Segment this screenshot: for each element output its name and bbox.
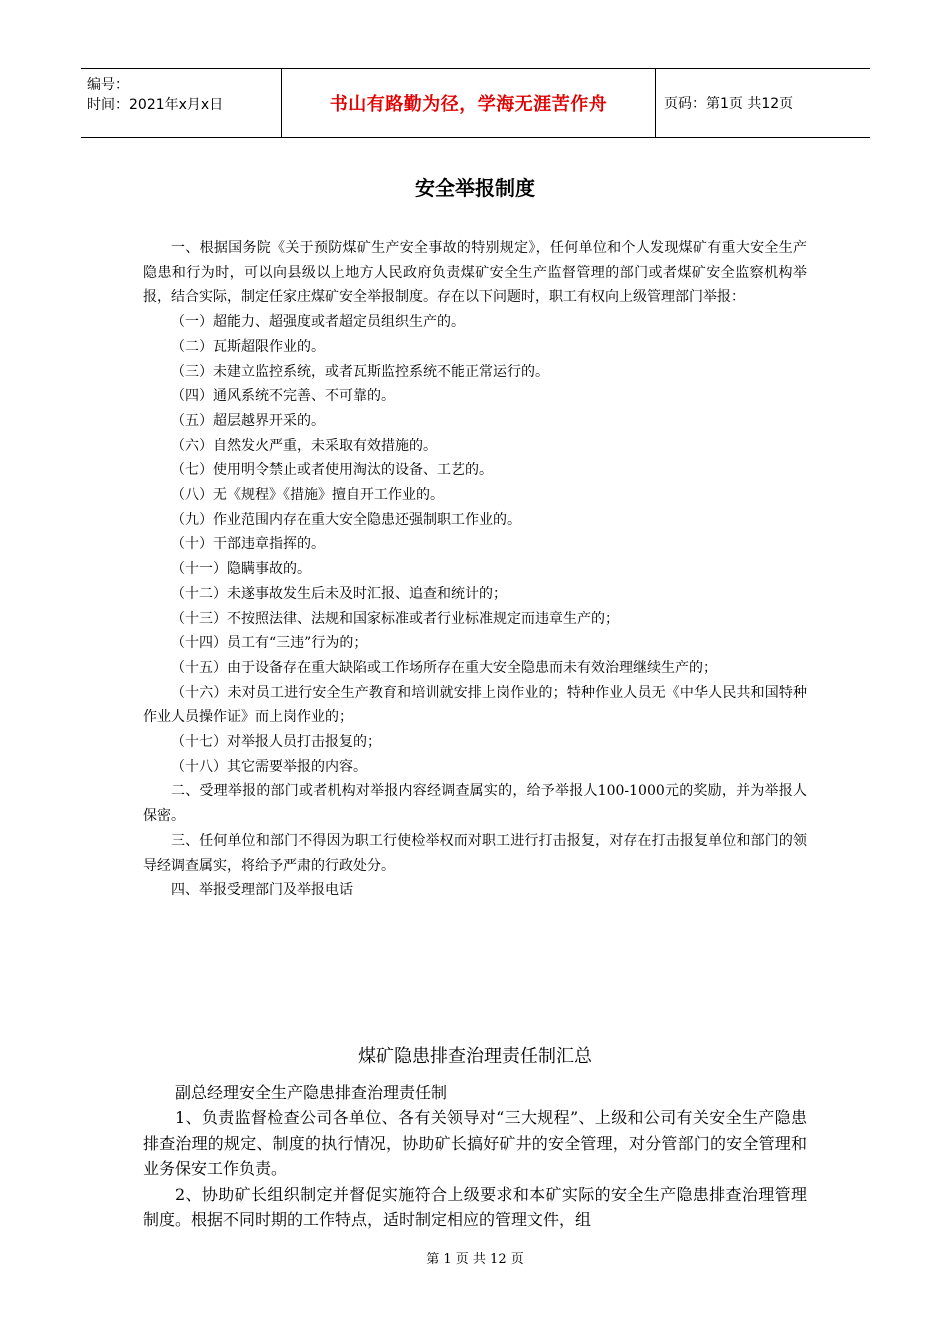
list-item: （三）未建立监控系统，或者瓦斯监控系统不能正常运行的。 bbox=[171, 363, 549, 380]
list-item: （十五）由于设备存在重大缺陷或工作场所存在重大安全隐患而未有效治理继续生产的； bbox=[171, 659, 717, 676]
list-item: （十三）不按照法律、法规和国家标准或者行业标准规定而违章生产的； bbox=[171, 610, 619, 627]
list-item: （二）瓦斯超限作业的。 bbox=[171, 338, 325, 355]
list-item: （十一）隐瞒事故的。 bbox=[171, 561, 311, 578]
section1-intro: 一、根据国务院《关于预防煤矿生产安全事故的特别规定》，任何单位和个人发现煤矿有重大安全生产隐患和行为时，可以向县级以上地方人民政府负责煤矿安全生产监督管理的部门或者煤矿安全监察机构举报，结合实际，制定任家庄煤矿安全举报制度。存在以下问题时，职工有权向上级管理部门举报： bbox=[143, 240, 807, 306]
report-system-body bbox=[143, 236, 807, 903]
page-code: 页码：第1页 共12页 bbox=[664, 96, 794, 112]
time-text: 时间：2021年x月x日 bbox=[87, 97, 224, 113]
list-item: （八）无《规程》《措施》擅自开工作业的。 bbox=[171, 487, 444, 504]
responsibility-body bbox=[143, 1080, 807, 1232]
section4-text: 四、举报受理部门及举报电话 bbox=[171, 882, 353, 899]
list-item: （十四）员工有“三违”行为的； bbox=[171, 635, 368, 652]
list-item: （一）超能力、超强度或者超定员组织生产的。 bbox=[171, 314, 465, 331]
header-motto-cell bbox=[282, 69, 656, 137]
list-item: （六）自然发火严重，未采取有效措施的。 bbox=[171, 437, 437, 454]
part2-paragraph-1: 1、负责监督检查公司各单位、各有关领导对“三大规程”、上级和公司有关安全生产隐患排查治理的规定、制度的执行情况，协助矿长搞好矿井的安全管理，对分管部门的安全管理和业务保安工作负责。 bbox=[143, 1108, 807, 1179]
section3-text: 三、任何单位和部门不得因为职工行使检举权而对职工进行打击报复，对存在打击报复单位和部门的领导经调查属实，将给予严肃的行政处分。 bbox=[143, 832, 807, 874]
number-label: 编号： bbox=[87, 77, 129, 93]
list-item: （九）作业范围内存在重大安全隐患还强制职工作业的。 bbox=[171, 511, 521, 528]
second-title: 煤矿隐患排查治理责任制汇总 bbox=[358, 1046, 592, 1067]
list-item: （十八）其它需要举报的内容。 bbox=[171, 758, 367, 775]
part2-paragraph-2: 2、协助矿长组织制定并督促实施符合上级要求和本矿实际的安全生产隐患排查治理管理制度。根据不同时期的工作特点，适时制定相应的管理文件，组 bbox=[143, 1184, 807, 1230]
page-footer: 第 1 页 共 12 页 bbox=[426, 1252, 524, 1267]
list-item: （十六）未对员工进行安全生产教育和培训就安排上岗作业的；特种作业人员无《中华人民共和国特种作业人员操作证》而上岗作业的； bbox=[143, 684, 807, 726]
document-header bbox=[81, 68, 870, 138]
section2-text: 二、受理举报的部门或者机构对举报内容经调查属实的，给予举报人100-1000元的奖励，并为举报人保密。 bbox=[143, 783, 807, 825]
list-item: （五）超层越界开采的。 bbox=[171, 412, 325, 429]
list-item: （十二）未遂事故发生后未及时汇报、追查和统计的； bbox=[171, 585, 507, 602]
list-item: （七）使用明令禁止或者使用淘汰的设备、工艺的。 bbox=[171, 462, 493, 479]
header-left-cell bbox=[81, 69, 282, 137]
part2-subtitle: 副总经理安全生产隐患排查治理责任制 bbox=[175, 1083, 448, 1102]
list-item: （十七）对举报人员打击报复的； bbox=[171, 734, 381, 751]
motto-text: 书山有路勤为径，学海无涯苦作舟 bbox=[329, 94, 608, 115]
header-page-cell bbox=[656, 69, 870, 137]
list-item: （十）干部违章指挥的。 bbox=[171, 536, 325, 553]
list-item: （四）通风系统不完善、不可靠的。 bbox=[171, 388, 395, 405]
page-title: 安全举报制度 bbox=[415, 176, 535, 200]
